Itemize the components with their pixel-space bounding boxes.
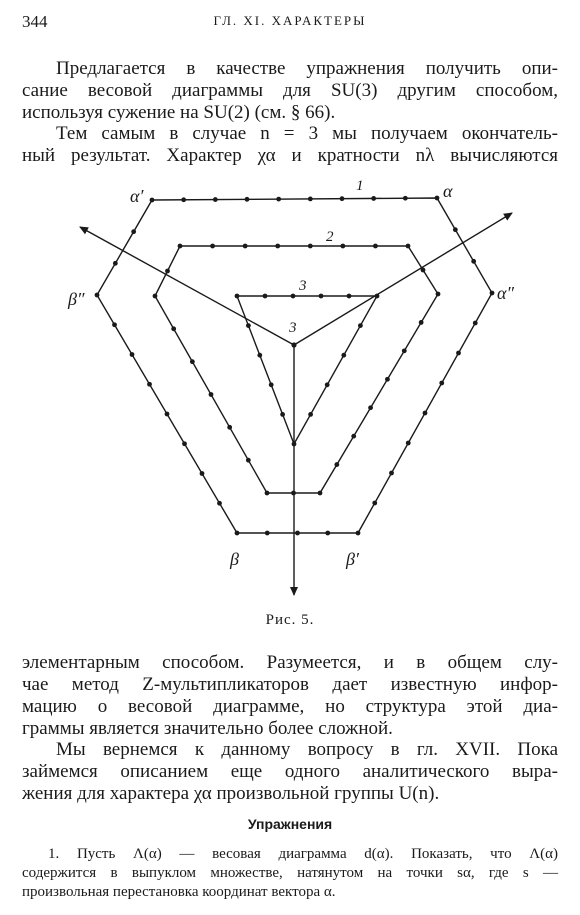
weight-point (406, 244, 411, 249)
text-line: используя сужение на SU(2) (см. § 66). (22, 102, 336, 123)
weight-point (373, 244, 378, 249)
multiplicity-label-outer: 1 (356, 178, 364, 194)
weight-point (276, 197, 281, 202)
label-beta-double-prime: β″ (68, 289, 85, 309)
weight-point (265, 491, 270, 496)
weight-point (358, 323, 363, 328)
text-line: Тем самым в случае n = 3 мы получаем окончатель- (56, 123, 558, 144)
label-alpha-prime: α′ (130, 186, 144, 206)
paragraph-3 (22, 652, 558, 740)
weight-diagram-figure (0, 170, 580, 610)
text-line: произвольная перестановка координат вектора α. (22, 884, 336, 900)
weight-point (171, 326, 176, 331)
label-beta-prime: β′ (346, 549, 359, 569)
weight-point (421, 268, 426, 273)
weight-point (165, 412, 170, 417)
weight-point (113, 261, 118, 266)
weight-point (453, 227, 458, 232)
weight-point (490, 291, 495, 296)
text-line: Предлагается в качестве упражнения получить опи- (56, 58, 558, 79)
weight-point (471, 259, 476, 264)
weight-point (295, 531, 300, 536)
weight-point (291, 491, 296, 496)
weight-point (246, 458, 251, 463)
page-header (22, 12, 558, 34)
weight-point (351, 434, 356, 439)
weight-point (131, 229, 136, 234)
text-line: мацию о весовой диаграмме, но структура этой диа- (22, 696, 558, 717)
weight-point (319, 294, 324, 299)
weight-point (292, 442, 297, 447)
weight-point (182, 441, 187, 446)
weight-point (403, 196, 408, 201)
weight-point (263, 294, 268, 299)
third-hexagon (237, 296, 377, 444)
weight-point (153, 294, 158, 299)
weight-point (209, 392, 214, 397)
weight-point (257, 353, 262, 358)
root-axes (80, 213, 512, 595)
text-line: элементарным способом. Разумеется, и в общем слу- (22, 652, 558, 673)
label-beta: β (230, 549, 239, 569)
weight-point (371, 196, 376, 201)
weight-point (243, 244, 248, 249)
weight-point (356, 531, 361, 536)
running-head: ГЛ. XI. ХАРАКТЕРЫ (213, 13, 367, 28)
weight-point (165, 269, 170, 274)
weight-point (406, 441, 411, 446)
weight-point (291, 294, 296, 299)
weight-point (435, 196, 440, 201)
label-alpha-double-prime: α″ (497, 283, 514, 303)
weight-point (210, 244, 215, 249)
weight-point (334, 462, 339, 467)
weight-point (368, 405, 373, 410)
paragraph-4 (22, 739, 558, 805)
text-line: жения для характера χα произвольной группы U(n). (22, 783, 440, 804)
text-line: сание весовой диаграммы для SU(3) другим способом, (22, 80, 558, 101)
weight-point (436, 292, 441, 297)
figure-caption: Рис. 5. (265, 612, 315, 628)
weight-point (227, 425, 232, 430)
weight-point (325, 531, 330, 536)
weight-point (372, 501, 377, 506)
weight-point (130, 352, 135, 357)
weight-point (112, 322, 117, 327)
multiplicity-label-second: 2 (326, 229, 334, 245)
text-line: чае метод Z-мультипликаторов дает известную инфор- (22, 674, 558, 695)
weight-point (340, 244, 345, 249)
weight-point (280, 412, 285, 417)
weight-point (181, 197, 186, 202)
multiplicity-label-inner: 3 (289, 320, 297, 336)
text-line: займемся описанием еще одного аналитического выра- (22, 761, 558, 782)
weight-point (456, 351, 461, 356)
text-line: ный результат. Характер χα и кратности nλ вычисляются (22, 145, 558, 166)
weight-point (265, 531, 270, 536)
weight-point (402, 348, 407, 353)
weight-point (308, 244, 313, 249)
weight-point (269, 382, 274, 387)
weight-point (423, 411, 428, 416)
weight-point (245, 197, 250, 202)
weight-point (385, 377, 390, 382)
weight-point (275, 244, 280, 249)
multiplicity-label-third: 3 (299, 278, 307, 294)
page-number: 344 (22, 12, 48, 31)
weight-point (439, 381, 444, 386)
weight-point (178, 244, 183, 249)
axis-left-arrow (80, 227, 294, 345)
weight-point (318, 491, 323, 496)
exercise-1 (22, 845, 558, 902)
weight-point (341, 353, 346, 358)
weight-point (419, 320, 424, 325)
label-alpha: α (443, 181, 453, 201)
weight-point (213, 197, 218, 202)
text-line: Мы вернемся к данному вопросу в гл. XVII. Пока (56, 739, 558, 760)
weight-point (389, 471, 394, 476)
weight-point (308, 412, 313, 417)
paragraph-1 (22, 58, 558, 124)
weight-point (308, 196, 313, 201)
text-line: граммы является значительно более сложной. (22, 718, 393, 739)
weight-point (95, 293, 100, 298)
weight-point (347, 294, 352, 299)
weight-point (375, 294, 380, 299)
text-line: 1. Пусть Λ(α) — весовая диаграмма d(α). Показать, что Λ(α) (48, 846, 558, 862)
weight-point (235, 294, 240, 299)
text-line: содержится в выпуклом множестве, натянутом на точки sα, где s — (22, 865, 558, 881)
paragraph-2 (22, 123, 558, 167)
weight-point (217, 501, 222, 506)
weight-point (235, 531, 240, 536)
weight-point (190, 359, 195, 364)
centre-weight-point (291, 342, 296, 347)
exercises-heading: Упражнения (247, 816, 333, 832)
weight-point (246, 323, 251, 328)
weight-point (150, 198, 155, 203)
weight-point (473, 321, 478, 326)
weight-point (200, 471, 205, 476)
weight-point (325, 382, 330, 387)
weight-point (147, 382, 152, 387)
weight-point (340, 196, 345, 201)
